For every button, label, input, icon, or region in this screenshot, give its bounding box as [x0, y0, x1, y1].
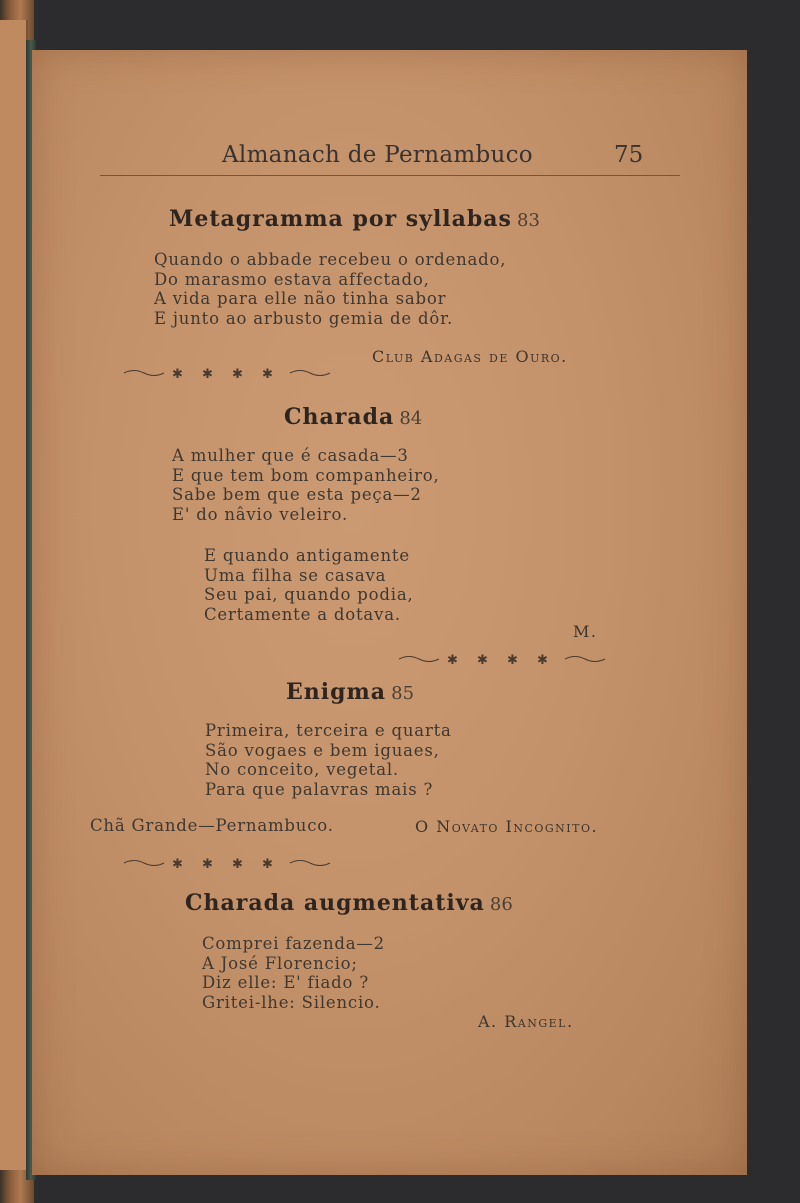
verse-line: E quando antigamente: [204, 546, 410, 565]
svg-text:✱: ✱: [202, 857, 213, 870]
svg-text:✱: ✱: [262, 857, 273, 870]
puzzle-83-verse: [154, 250, 506, 328]
verse-line: A José Florencio;: [202, 953, 358, 973]
ornament-divider-icon: [122, 856, 332, 870]
place-line: Chã Grande—Pernambuco.: [90, 816, 334, 835]
puzzle-title: Metagramma por syllabas: [169, 206, 512, 232]
puzzle-title: Enigma: [286, 679, 387, 705]
puzzle-number: 85: [391, 683, 415, 704]
verse-line: E junto ao arbusto gemia de dôr.: [154, 308, 453, 328]
signature: Club Adagas de Ouro.: [372, 347, 568, 366]
puzzle-number: 86: [489, 894, 513, 915]
puzzle-86-verse: [202, 934, 385, 1012]
verse-line: Comprei fazenda—2: [202, 934, 385, 953]
svg-text:✱: ✱: [447, 653, 458, 666]
book-page: [32, 50, 747, 1175]
svg-text:✱: ✱: [477, 653, 488, 666]
signature: O Novato Incognito.: [415, 817, 599, 836]
puzzle-86-heading: [185, 890, 513, 916]
previous-page-margin: [0, 20, 28, 1170]
puzzle-84-stanza-2: [204, 546, 414, 624]
verse-line: Quando o abbade recebeu o ordenado,: [154, 250, 507, 269]
puzzle-85-heading: [286, 679, 414, 705]
puzzle-title: Charada augmentativa: [185, 890, 485, 916]
verse-line: Certamente a dotava.: [204, 604, 401, 624]
verse-line: No conceito, vegetal.: [205, 760, 399, 779]
puzzle-title: Charada: [284, 404, 395, 430]
verse-line: Seu pai, quando podia,: [204, 585, 414, 604]
puzzle-number: 84: [399, 408, 423, 429]
verse-line: Primeira, terceira e quarta: [205, 721, 452, 740]
verse-line: Do marasmo estava affectado,: [154, 269, 430, 289]
signature: A. Rangel.: [478, 1012, 574, 1031]
svg-text:✱: ✱: [232, 857, 243, 870]
header-rule: [100, 175, 680, 176]
svg-text:✱: ✱: [232, 367, 243, 380]
page-number: 75: [614, 142, 644, 168]
signature: M.: [573, 622, 598, 641]
svg-text:✱: ✱: [172, 857, 183, 870]
verse-line: E' do nâvio veleiro.: [172, 504, 348, 524]
puzzle-83-heading: [169, 206, 540, 232]
puzzle-84-stanza-1: [172, 446, 440, 524]
svg-text:✱: ✱: [507, 653, 518, 666]
ornament-divider-icon: [122, 366, 332, 380]
svg-text:✱: ✱: [262, 367, 273, 380]
ornament-divider-icon: [397, 652, 607, 666]
puzzle-85-verse: [205, 721, 452, 799]
verse-line: A vida para elle não tinha sabor: [154, 289, 447, 308]
verse-line: Para que palavras mais ?: [205, 779, 434, 799]
running-header: Almanach de Pernambuco: [222, 142, 533, 168]
svg-text:✱: ✱: [202, 367, 213, 380]
verse-line: Diz elle: E' fiado ?: [202, 973, 369, 992]
verse-line: São vogaes e bem iguaes,: [205, 740, 440, 760]
svg-text:✱: ✱: [172, 367, 183, 380]
verse-line: Uma filha se casava: [204, 565, 387, 585]
puzzle-number: 83: [517, 210, 540, 231]
svg-text:✱: ✱: [537, 653, 548, 666]
verse-line: Gritei-lhe: Silencio.: [202, 992, 381, 1012]
puzzle-84-heading: [284, 404, 422, 430]
verse-line: Sabe bem que esta peça—2: [172, 485, 422, 504]
verse-line: E que tem bom companheiro,: [172, 465, 440, 485]
verse-line: A mulher que é casada—3: [172, 446, 409, 465]
